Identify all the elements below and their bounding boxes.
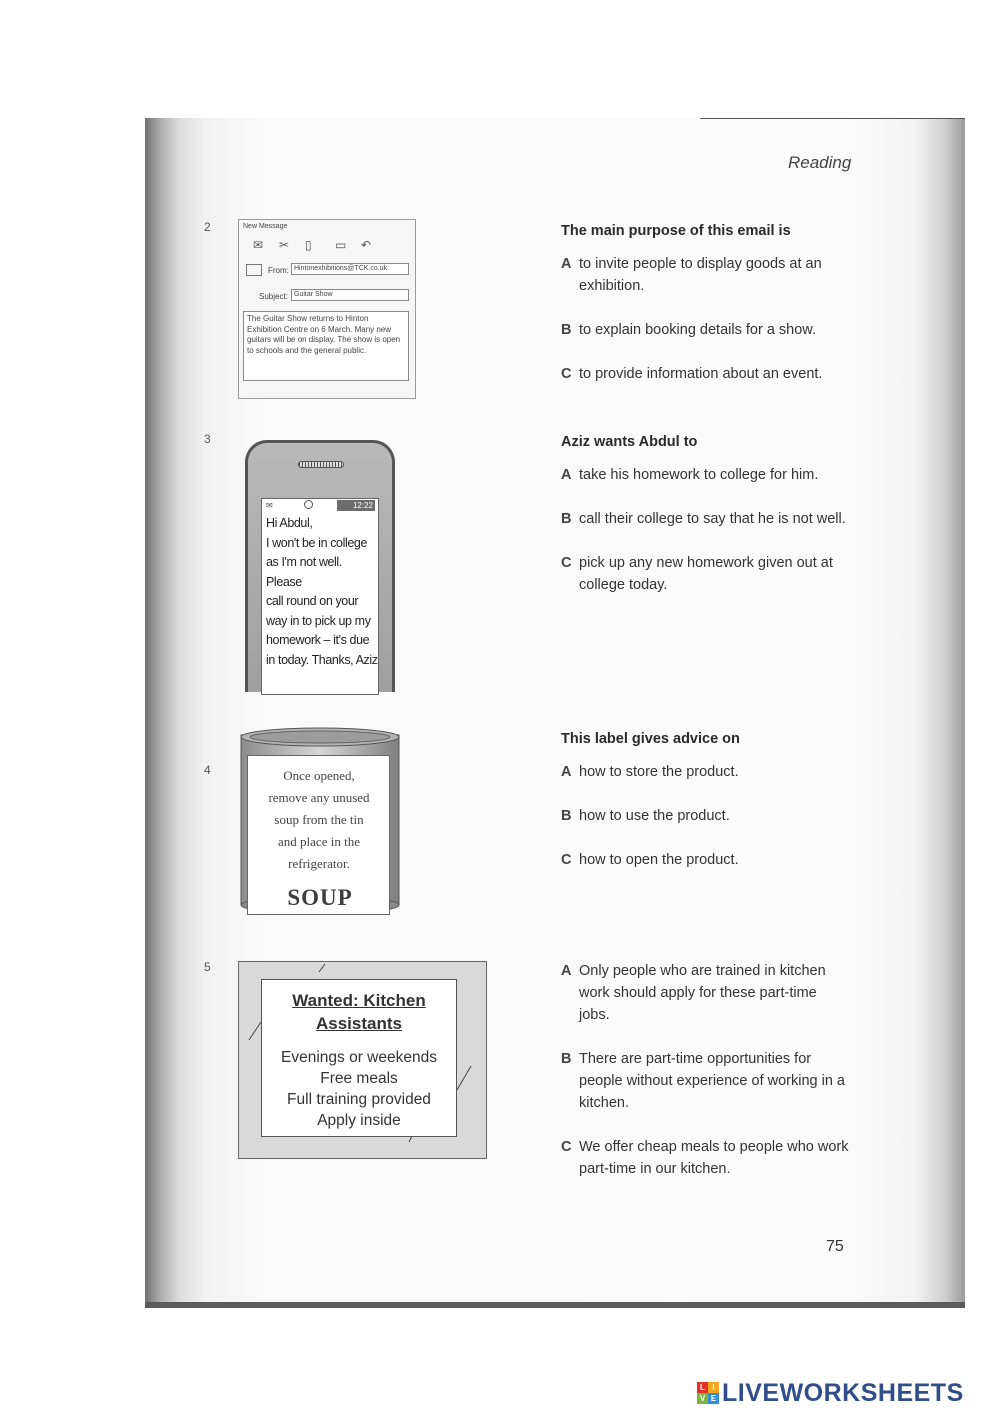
option-b[interactable] — [561, 508, 856, 530]
option-a[interactable] — [561, 253, 856, 297]
option-text: pick up any new homework given out at college today. — [579, 555, 833, 593]
option-text: call their college to say that he is not well. — [579, 511, 846, 527]
option-letter: A — [561, 256, 572, 272]
logo-tile: V — [697, 1393, 708, 1404]
question-3 — [561, 431, 856, 618]
phone-speaker — [298, 461, 344, 468]
phone-screen — [261, 498, 379, 695]
message-line: in today. Thanks, Aziz — [266, 652, 378, 667]
question-number: 3 — [204, 432, 211, 446]
text-message — [266, 514, 378, 670]
notice-line: Apply inside — [317, 1112, 401, 1129]
instruction-line: refrigerator. — [288, 856, 350, 871]
notice-headline — [262, 989, 456, 1035]
email-from-label: From: — [268, 266, 289, 275]
option-b[interactable] — [561, 319, 856, 341]
option-a[interactable] — [561, 464, 856, 486]
email-from-value: Hintonexhibitions@TCK.co.uk — [291, 263, 409, 275]
notice-card — [261, 979, 457, 1137]
paste-icon: ▭ — [335, 238, 347, 252]
option-text: There are part-time opportunities for people without experience of working in a kitchen. — [579, 1051, 845, 1111]
option-text: take his homework to college for him. — [579, 467, 819, 483]
option-c[interactable] — [561, 849, 856, 871]
option-text: Only people who are trained in kitchen work should apply for these part-time jobs. — [579, 963, 826, 1023]
question-2 — [561, 220, 856, 407]
logo-tile: E — [708, 1393, 719, 1404]
option-text: to invite people to display goods at an exhibition. — [579, 256, 822, 294]
message-line: I won't be in college — [266, 535, 367, 550]
option-letter: A — [561, 764, 572, 780]
option-letter: B — [561, 808, 572, 824]
option-b[interactable] — [561, 805, 856, 827]
option-c[interactable] — [561, 1136, 851, 1180]
question-stem: Aziz wants Abdul to — [561, 434, 698, 450]
message-line: homework – it's due — [266, 633, 370, 647]
message-line: way in to pick up my — [266, 613, 371, 628]
instruction-line: soup from the tin — [274, 812, 364, 827]
option-c[interactable] — [561, 552, 856, 596]
job-notice-board — [238, 961, 487, 1159]
notice-line: Evenings or weekends — [281, 1049, 437, 1066]
soup-can-illustration — [238, 725, 402, 915]
address-book-icon — [246, 264, 262, 276]
send-icon: ✉ — [253, 238, 264, 252]
message-line: call round on your — [266, 594, 359, 608]
question-stem: This label gives advice on — [561, 731, 740, 747]
option-a[interactable] — [561, 960, 851, 1026]
option-letter: C — [561, 852, 572, 868]
logo-tile: I — [708, 1382, 719, 1393]
copy-icon: ▯ — [305, 238, 312, 252]
page-bottom-edge — [145, 1302, 965, 1308]
email-window-title: New Message — [243, 223, 288, 230]
mobile-phone — [245, 440, 395, 692]
soup-product-name: SOUP — [287, 885, 353, 910]
undo-icon: ↶ — [361, 238, 372, 252]
option-a[interactable] — [561, 761, 856, 783]
phone-time: 12:22 — [337, 500, 375, 511]
headline-line: Assistants — [316, 1014, 402, 1033]
option-letter: B — [561, 511, 572, 527]
option-letter: C — [561, 366, 572, 382]
option-text: how to store the product. — [579, 764, 739, 780]
option-text: We offer cheap meals to people who work part-time in our kitchen. — [579, 1139, 849, 1177]
instruction-line: and place in the — [278, 834, 360, 849]
option-text: to provide information about an event. — [579, 366, 823, 382]
liveworksheets-icon — [697, 1382, 719, 1404]
page-number: 75 — [826, 1238, 844, 1255]
option-letter: A — [561, 963, 572, 979]
question-number: 2 — [204, 220, 211, 234]
email-body: The Guitar Show returns to Hinton Exhibition Centre on 6 March. Many new guitars will be on display. The show is open to schools and the general public. — [243, 311, 409, 381]
email-subject-label: Subject: — [259, 292, 288, 301]
email-message-window — [238, 219, 416, 399]
question-stem: The main purpose of this email is — [561, 223, 791, 239]
notice-line: Free meals — [320, 1070, 398, 1087]
instruction-line: remove any unused — [268, 790, 370, 805]
option-letter: B — [561, 1051, 572, 1067]
logo-tile: L — [697, 1382, 708, 1393]
notice-details — [262, 1047, 456, 1131]
liveworksheets-logo — [697, 1378, 964, 1408]
option-c[interactable] — [561, 363, 856, 385]
phone-status-bar — [262, 499, 378, 514]
section-header: Reading — [788, 153, 852, 172]
option-b[interactable] — [561, 1048, 851, 1114]
storage-instructions — [252, 765, 386, 875]
question-number: 5 — [204, 960, 211, 974]
option-text: how to open the product. — [579, 852, 739, 868]
question-5 — [561, 960, 851, 1202]
option-text: how to use the product. — [579, 808, 730, 824]
liveworksheets-wordmark: LIVEWORKSHEETS — [722, 1378, 964, 1407]
option-letter: C — [561, 1139, 572, 1155]
option-letter: B — [561, 322, 572, 338]
option-text: to explain booking details for a show. — [579, 322, 816, 338]
notice-line: Full training provided — [287, 1091, 431, 1108]
question-4 — [561, 728, 856, 893]
option-letter: A — [561, 467, 572, 483]
instruction-line: Once opened, — [283, 768, 355, 783]
question-number: 4 — [204, 763, 211, 777]
clock-icon — [304, 500, 313, 509]
header-rule — [700, 118, 965, 119]
option-letter: C — [561, 555, 572, 571]
message-line: as I'm not well. Please — [266, 555, 342, 589]
cut-icon: ✂ — [279, 238, 290, 252]
envelope-icon: ✉ — [266, 501, 273, 510]
headline-line: Wanted: Kitchen — [292, 991, 426, 1010]
message-line: Hi Abdul, — [266, 516, 313, 530]
email-subject-value: Guitar Show — [291, 289, 409, 301]
